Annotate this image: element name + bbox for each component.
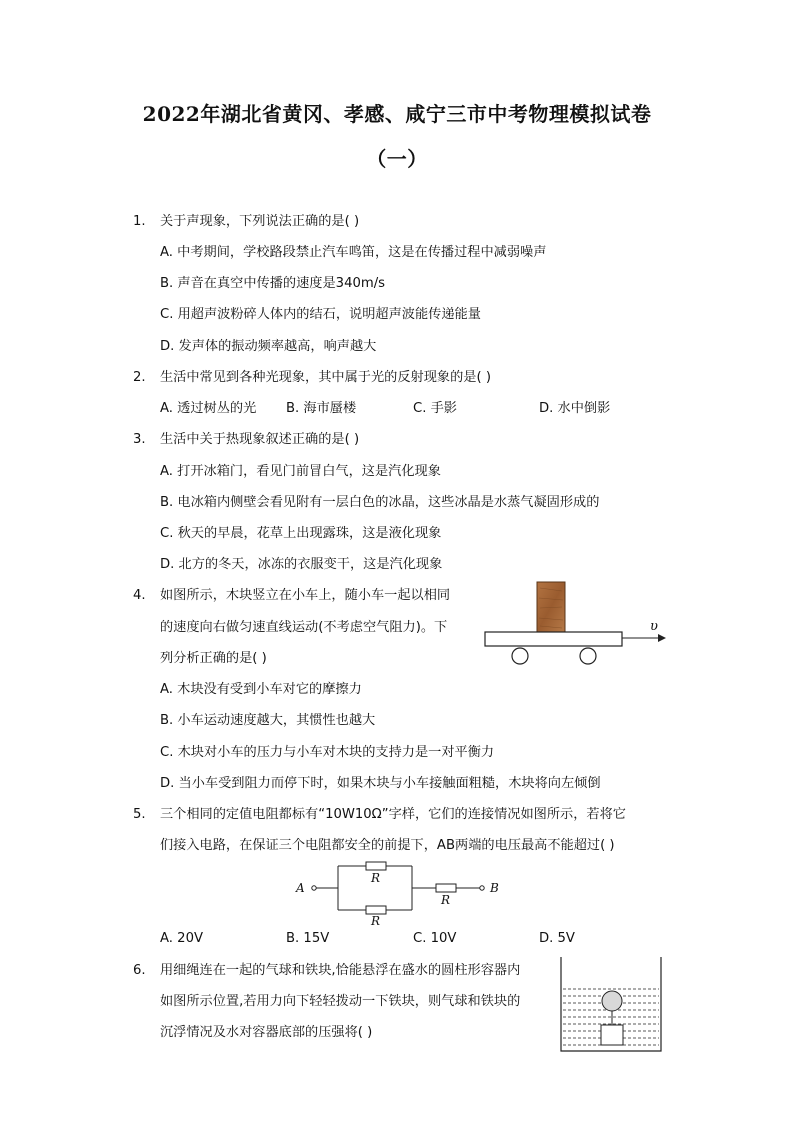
iron-block [601,1025,623,1045]
option-b: B. 小车运动速度越大，其惯性也越大 [160,713,376,728]
question-stem: 关于声现象，下列说法正确的是( ) [160,214,360,229]
velocity-label: υ [650,619,658,634]
resistor-circuit-diagram [290,858,506,928]
option-b: B. 15V [286,931,330,946]
label-r-top: R [371,871,381,885]
cart-wheel [580,648,596,664]
label-b: B [490,881,499,895]
question-number: 1. [133,214,146,229]
option-b: B. 海市蜃楼 [286,401,357,416]
question-stem-line: 如图所示位置,若用力向下轻轻拨动一下铁块，则气球和铁块的 [160,994,521,1009]
terminal-a [312,886,316,890]
question-number: 4. [133,588,146,603]
option-d: D. 水中倒影 [539,401,611,416]
resistor-bottom [366,906,386,914]
option-a: A. 20V [160,931,203,946]
exam-title-subline: （一） [366,147,428,171]
option-c: C. 秋天的早晨，花草上出现露珠，这是液化现象 [160,526,442,541]
option-d: D. 北方的冬天，冰冻的衣服变干，这是汽化现象 [160,557,443,572]
question-stem-line: 如图所示，木块竖立在小车上，随小车一起以相同 [160,588,451,603]
option-c: C. 10V [413,931,457,946]
option-c: C. 用超声波粉碎人体内的结石，说明超声波能传递能量 [160,307,481,322]
cart-wheel [512,648,528,664]
terminal-b [480,886,484,890]
option-d: D. 当小车受到阻力而停下时，如果木块与小车接触面粗糙，木块将向左倾倒 [160,776,601,791]
option-b: B. 声音在真空中传播的速度是340m/s [160,276,386,291]
question-stem-line: 列分析正确的是( ) [160,651,267,666]
label-a: A [296,881,305,895]
label-r-series: R [441,893,451,907]
option-a: A. 透过树丛的光 [160,401,257,416]
question-stem-line: 沉浮情况及水对容器底部的压强将( ) [160,1025,373,1040]
question-number: 6. [133,963,146,978]
arrow-head-icon [658,634,666,642]
balloon [602,991,622,1011]
cart-body [485,632,622,646]
option-a: A. 打开冰箱门，看见门前冒白气，这是汽化现象 [160,464,441,479]
option-a: A. 木块没有受到小车对它的摩擦力 [160,682,362,697]
option-b: B. 电冰箱内侧壁会看见附有一层白色的冰晶，这些冰晶是水蒸气凝固形成的 [160,495,600,510]
label-r-bottom: R [371,914,381,928]
option-d: D. 5V [539,931,575,946]
cart-block-figure [480,578,670,670]
resistor-top [366,862,386,870]
resistor-series [436,884,456,892]
container-balloon-figure [558,955,666,1055]
question-number: 2. [133,370,146,385]
question-number: 5. [133,807,146,822]
question-stem-line: 的速度向右做匀速直线运动(不考虑空气阻力)。下 [160,620,448,635]
option-c: C. 手影 [413,401,457,416]
option-a: A. 中考期间，学校路段禁止汽车鸣笛，这是在传播过程中减弱噪声 [160,245,547,260]
exam-title: 2022年湖北省黄冈、孝感、咸宁三市中考物理模拟试卷 [142,102,652,126]
option-c: C. 木块对小车的压力与小车对木块的支持力是一对平衡力 [160,745,495,760]
question-stem-line: 用细绳连在一起的气球和铁块,恰能悬浮在盛水的圆柱形容器内 [160,963,521,978]
question-number: 3. [133,432,146,447]
question-stem-line: 三个相同的定值电阻都标有“10W10Ω”字样，它们的连接情况如图所示，若将它 [160,807,626,822]
option-d: D. 发声体的振动频率越高，响声越大 [160,339,377,354]
question-stem: 生活中常见到各种光现象，其中属于光的反射现象的是( ) [160,370,491,385]
question-stem: 生活中关于热现象叙述正确的是( ) [160,432,360,447]
question-stem-line: 们接入电路，在保证三个电阻都安全的前提下，AB两端的电压最高不能超过( ) [160,838,615,853]
